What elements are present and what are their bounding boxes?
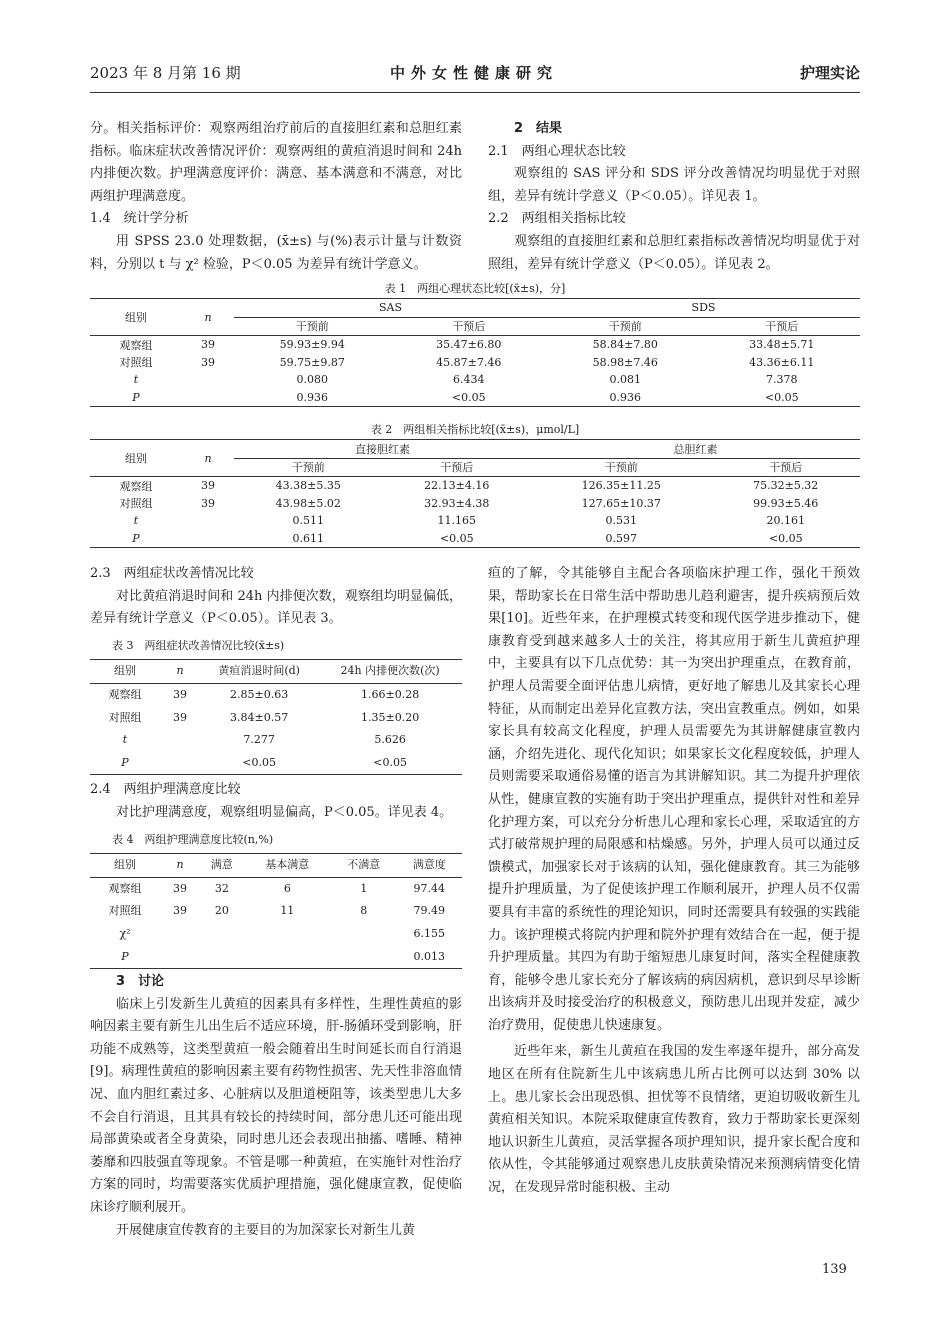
col-header: 24h 内排便次数(次) bbox=[340, 664, 440, 678]
cell bbox=[182, 371, 234, 389]
cell: 45.87±7.46 bbox=[436, 355, 502, 369]
cell: 8 bbox=[360, 904, 368, 918]
table-row bbox=[90, 477, 860, 495]
paragraph: 观察组的 SAS 评分和 SDS 评分改善情况均明显优于对照组，差异有统计学意义（P＜0.05）。详见表 1。 bbox=[488, 166, 860, 204]
cell: 0.511 bbox=[292, 514, 324, 528]
col-header: 总胆红素 bbox=[531, 440, 860, 459]
paragraph: 分。相关指标评价：观察两组治疗前后的直接胆红素和总胆红素指标。临床症状改善情况评价：观察两组的黄疸消退时间和 24h 内排便次数。护理满意度评价：满意、基本满意和不满意，对比两组护理满意度。 bbox=[90, 121, 462, 204]
paragraph: 近些年来，新生儿黄疸在我国的发生率逐年提升，部分高发地区在所有住院新生儿中该病患儿所占比例可以达到 30% 以上。患儿家长会出现恐惧、担忧等不良情绪，更迫切吸收新生儿黄疸相关知识。本院采取健康宣传教育，致力于帮助家长更深刻地认识新生儿黄疸，灵活掌握各项护理知识，提升家长配合度和依从性，令其能够通过观察患儿皮肤黄染情况来预测病情变化情况，在发现异常时能积极、主动 bbox=[488, 1044, 860, 1196]
cell: 20.161 bbox=[766, 514, 805, 528]
cell: t bbox=[133, 514, 139, 528]
col-header: 干预前 bbox=[234, 458, 383, 477]
cell: 0.080 bbox=[296, 373, 328, 387]
cell: 对照组 bbox=[108, 904, 142, 918]
cell bbox=[160, 729, 200, 752]
col-header: SAS bbox=[234, 299, 547, 318]
cell: 127.65±10.37 bbox=[581, 496, 661, 510]
section-heading: 2.2 两组相关指标比较 bbox=[488, 211, 626, 227]
cell: t bbox=[133, 373, 139, 387]
cell: <0.05 bbox=[764, 390, 799, 404]
top-right-column bbox=[488, 118, 860, 276]
section-heading: 2.3 两组症状改善情况比较 bbox=[90, 566, 254, 581]
col-header: n bbox=[176, 858, 184, 872]
cell: 7.378 bbox=[766, 373, 798, 387]
col-header: 直接胆红素 bbox=[234, 440, 531, 459]
col-header: 组别 bbox=[114, 858, 136, 872]
cell: 对照组 bbox=[108, 710, 142, 724]
cell: 6.155 bbox=[413, 926, 445, 940]
col-header: 满意度 bbox=[412, 858, 446, 872]
paragraph: 开展健康宣传教育的主要目的为加深家长对新生儿黄 bbox=[116, 1222, 416, 1238]
cell: 39 bbox=[201, 479, 215, 493]
table-row bbox=[90, 752, 462, 775]
cell: 5.626 bbox=[374, 733, 406, 747]
col-header: 满意 bbox=[210, 858, 233, 872]
table-2 bbox=[90, 421, 860, 548]
table-row bbox=[90, 729, 462, 752]
header-journal-title: 中外女性健康研究 bbox=[390, 64, 559, 82]
page-number: 139 bbox=[822, 1262, 847, 1277]
cell bbox=[244, 946, 331, 969]
table-row bbox=[90, 495, 860, 513]
table-row bbox=[90, 389, 860, 407]
cell bbox=[160, 752, 200, 775]
section-heading: 3 讨论 bbox=[116, 974, 165, 990]
paragraph: 对比黄疸消退时间和 24h 内排便次数，观察组均明显偏低，差异有统计学意义（P＜0.05）。详见表 3。 bbox=[90, 588, 462, 627]
col-header: 组别 bbox=[90, 440, 182, 477]
cell: 对照组 bbox=[119, 497, 153, 511]
table-row bbox=[90, 707, 462, 730]
cell: 20 bbox=[214, 904, 229, 918]
col-header: 干预后 bbox=[704, 317, 861, 336]
paragraph: 疸的了解，令其能够自主配合各项临床护理工作，强化干预效果，帮助家长在日常生活中帮助患儿趋利避害，提升疾病预后效果[10]。近些年来，在护理模式转变和现代医学进步推动下，健康教育受到越来越多人士的关注，将其应用于新生儿黄疸护理中，主要具有以下几点优势：其一为突出护理重点，在教育前，护理人员需要全面评估患儿病情，更好地了解患儿及其家长心理特征，从而制定出差异化宣教方法，突出宣教重点。例如，如果家长具有较高文化程度，护理人员需要先为其讲解健康宣教内涵，介绍先进化、现代化知识；如果家长文化程度较低，护理人员则需要采取通俗易懂的语言为其讲解知识。其二为提升护理依从性，健康宣教的实施有助于突出护理重点，提供针对性和差异化护理方案，可以充分分析患儿心理和家长心理，采取适宜的方式打破常规护理的局限感和枯燥感。另外，护理人员可以通过反馈模式，加强家长对于该病的认知，强化健康教育。其三为能够提升护理质量，为了促使该护理工作顺利展开，护理人员不仅需要具有丰富的系统性的理论知识，同时还需要具有较强的实践能力。该护理模式将院内护理和院外护理有效结合在一起，便于提升护理质量。其四为有助于缩短患儿康复时间，落实全程健康教育，能够令患儿家长充分了解该病的病因病机，意识到尽早诊断出该病并及时接受治疗的积极意义，预防患儿出现并发症，减少治疗费用，促使患儿快速康复。 bbox=[488, 566, 860, 1033]
cell: 观察组 bbox=[108, 881, 142, 895]
header-issue: 2023 年 8 月第 16 期 bbox=[90, 64, 241, 82]
cell: 1 bbox=[360, 881, 368, 895]
cell: 39 bbox=[173, 881, 187, 895]
cell: 2.85±0.63 bbox=[230, 687, 289, 701]
col-header: 组别 bbox=[90, 299, 182, 336]
cell bbox=[182, 389, 234, 407]
table-row bbox=[90, 336, 860, 354]
cell: 0.531 bbox=[605, 514, 637, 528]
col-header: 干预前 bbox=[531, 458, 711, 477]
cell: 观察组 bbox=[119, 338, 153, 352]
cell bbox=[331, 923, 397, 946]
cell: <0.05 bbox=[768, 531, 803, 545]
cell: 6 bbox=[283, 881, 291, 895]
table-row bbox=[90, 530, 860, 548]
cell: 39 bbox=[173, 710, 187, 724]
section-heading: 2 结果 bbox=[514, 121, 563, 136]
cell bbox=[182, 530, 234, 548]
cell: 观察组 bbox=[108, 687, 142, 701]
bottom-left-column bbox=[90, 563, 462, 1242]
running-header bbox=[90, 62, 860, 88]
col-header: 基本满意 bbox=[265, 858, 310, 872]
col-header: 干预前 bbox=[547, 317, 704, 336]
cell: 39 bbox=[201, 355, 215, 369]
table-caption: 表 3 两组症状改善情况比较(x̄±s) bbox=[112, 638, 285, 652]
cell: 0.936 bbox=[296, 390, 328, 404]
cell: 观察组 bbox=[119, 479, 153, 493]
cell: P bbox=[121, 949, 129, 963]
cell: 0.936 bbox=[609, 390, 641, 404]
cell: 7.277 bbox=[243, 733, 275, 747]
cell: 43.36±6.11 bbox=[749, 355, 815, 369]
cell bbox=[331, 946, 397, 969]
cell: P bbox=[132, 531, 140, 545]
cell: 99.93±5.46 bbox=[753, 496, 819, 510]
cell: 39 bbox=[201, 338, 215, 352]
top-left-column bbox=[90, 118, 462, 276]
cell: 35.47±6.80 bbox=[436, 338, 502, 352]
paragraph: 临床上引发新生儿黄疸的因素具有多样性，生理性黄疸的影响因素主要有新生儿出生后不适应环境，肝-肠循环受到影响，肝功能不成熟等，这类型黄疸一般会随着出生时间延长而自行消退[9]。病理性黄疸的影响因素主要有药物性损害、先天性非溶血情况、血内胆红素过多、心脏病以及胆道梗阻等，该类型患儿大多不会自行消退，且其具有较长的持续时间，部分患儿还可能出现局部黄染或者全身黄染，同时患儿还会表现出抽搐、嗜睡、精神萎靡和四肢强直等现象。不管是哪一种黄疸，在实施针对性治疗方案的同时，均需要落实优质护理措施，强化健康宣教，促使临床诊疗顺利展开。 bbox=[90, 996, 462, 1216]
cell: <0.05 bbox=[373, 755, 407, 769]
col-header: 干预后 bbox=[383, 458, 532, 477]
cell bbox=[160, 923, 200, 946]
col-header: n bbox=[176, 664, 184, 678]
cell: 39 bbox=[173, 687, 187, 701]
col-header: 不满意 bbox=[347, 858, 381, 872]
paragraph: 对比护理满意度，观察组明显偏高，P＜0.05。详见表 4。 bbox=[116, 804, 453, 820]
col-header: 干预后 bbox=[711, 458, 860, 477]
cell: 59.75±9.87 bbox=[279, 355, 345, 369]
section-heading: 1.4 统计学分析 bbox=[90, 211, 189, 227]
cell: 58.84±7.80 bbox=[592, 338, 658, 352]
cell: 43.98±5.02 bbox=[275, 496, 341, 510]
cell: P bbox=[121, 755, 129, 769]
cell: 39 bbox=[201, 496, 215, 510]
col-header: SDS bbox=[547, 299, 860, 318]
cell: 75.32±5.32 bbox=[753, 479, 819, 493]
col-header: n bbox=[182, 440, 234, 477]
cell: 6.434 bbox=[453, 373, 485, 387]
table-row bbox=[90, 900, 462, 923]
col-header: 干预前 bbox=[234, 317, 391, 336]
cell: <0.05 bbox=[439, 531, 474, 545]
cell: 0.081 bbox=[609, 373, 641, 387]
table-caption: 表 2 两组相关指标比较[(x̄±s)，μmol/L] bbox=[370, 423, 580, 436]
cell: 1.35±0.20 bbox=[361, 710, 420, 724]
table-caption: 表 4 两组护理满意度比较(n,%) bbox=[112, 832, 274, 846]
cell: 59.93±9.94 bbox=[279, 338, 345, 352]
table-row bbox=[90, 512, 860, 530]
cell: t bbox=[122, 733, 128, 747]
cell: 32.93±4.38 bbox=[424, 496, 490, 510]
cell: 79.49 bbox=[413, 904, 445, 918]
cell: 97.44 bbox=[413, 881, 445, 895]
table-1 bbox=[90, 280, 860, 407]
paragraph: 观察组的直接胆红素和总胆红素指标改善情况均明显优于对照组，差异有统计学意义（P＜0.05）。详见表 2。 bbox=[488, 233, 860, 272]
cell: P bbox=[132, 390, 140, 404]
cell: 3.84±0.57 bbox=[230, 710, 289, 724]
cell: χ² bbox=[119, 926, 131, 940]
cell: 32 bbox=[214, 881, 229, 895]
header-rule bbox=[90, 92, 860, 93]
cell: 43.38±5.35 bbox=[275, 479, 341, 493]
col-header: n bbox=[182, 299, 234, 336]
table-4 bbox=[90, 829, 462, 970]
cell: 0.597 bbox=[605, 531, 637, 545]
table-3 bbox=[90, 635, 462, 776]
table-row bbox=[90, 371, 860, 389]
cell: 0.013 bbox=[413, 949, 445, 963]
bottom-right-column bbox=[488, 563, 860, 1200]
cell bbox=[200, 923, 244, 946]
col-header: 干预后 bbox=[391, 317, 548, 336]
cell: 126.35±11.25 bbox=[581, 479, 661, 493]
col-header: 黄疸消退时间(d) bbox=[218, 664, 300, 678]
cell: 1.66±0.28 bbox=[361, 687, 420, 701]
table-row bbox=[90, 683, 462, 706]
cell: 39 bbox=[173, 904, 187, 918]
cell bbox=[244, 923, 331, 946]
cell bbox=[182, 512, 234, 530]
cell bbox=[160, 946, 200, 969]
cell: 11 bbox=[280, 904, 295, 918]
cell: 22.13±4.16 bbox=[424, 479, 490, 493]
cell: 58.98±7.46 bbox=[592, 355, 658, 369]
section-heading: 2.1 两组心理状态比较 bbox=[488, 143, 626, 159]
section-heading: 2.4 两组护理满意度比较 bbox=[90, 782, 241, 798]
table-caption: 表 1 两组心理状态比较[(x̄±s)，分] bbox=[384, 282, 566, 295]
table-row bbox=[90, 946, 462, 969]
table-row bbox=[90, 923, 462, 946]
cell: 对照组 bbox=[119, 356, 153, 370]
table-row bbox=[90, 877, 462, 900]
col-header: 组别 bbox=[114, 664, 136, 678]
cell: <0.05 bbox=[451, 390, 486, 404]
cell bbox=[200, 946, 244, 969]
header-section: 护理实论 bbox=[799, 64, 860, 82]
paragraph: 用 SPSS 23.0 处理数据，(x̄±s) 与(%)表示计量与计数资料，分别以 t 与 χ² 检验，P＜0.05 为差异有统计学意义。 bbox=[90, 233, 462, 272]
cell: 33.48±5.71 bbox=[749, 338, 815, 352]
cell: 0.611 bbox=[292, 531, 324, 545]
cell: 11.165 bbox=[437, 514, 477, 528]
cell: <0.05 bbox=[242, 755, 276, 769]
table-row bbox=[90, 354, 860, 372]
